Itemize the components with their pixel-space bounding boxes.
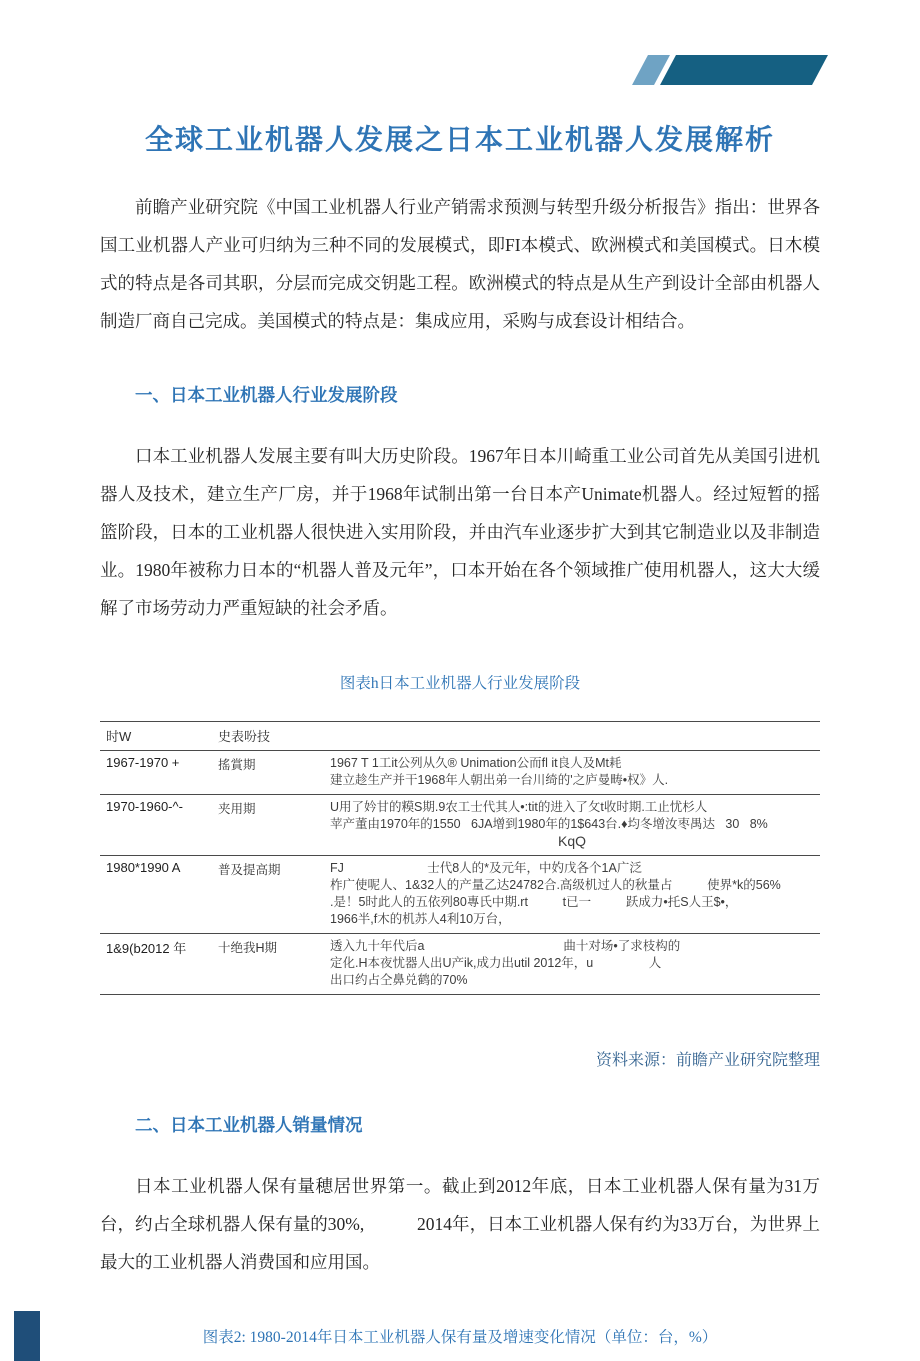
top-right-decoration — [640, 55, 820, 85]
row-period: 1980*1990 A — [106, 860, 181, 875]
section1-paragraph: 口本工业机器人发展主要有叫大历史阶段。1967年日本川崎重工业公司首先从美国引进机器人及技术，建立生产厂房，并于1968年试制出第一台日本产Unimate机器人。经过短暂的摇篮阶段，日本的工业机器人很快进入实用阶段，并由汽车业逐步扩大到其它制造业以及非制造业。1980年被称力日本的“机器人普及元年”，口本开始在各个领域推广使用机器人，这大大缓解了市场劳动力严重短缺的社会矛盾。 — [100, 446, 820, 618]
section2-heading: 二、日本工业机器人销量情况 — [135, 1115, 363, 1135]
row-stage: 夹用期 — [218, 802, 256, 816]
section2-paragraph: 日本工业机器人保有量穂居世界第一。截止到2012年底，日本工业机器人保有量为31万台，约占全球机器人保有量的30%, 2014年，日本工业机器人保有约为33万台，为世界上最大的工业机器人消费国和应用国。 — [100, 1176, 820, 1272]
page-title: 全球工业机器人发展之日本工业机器人发展解析 — [144, 125, 775, 156]
table-row — [100, 751, 820, 795]
row-stage: 搖賞期 — [218, 758, 256, 772]
data-source-note: 资料来源：前瞻产业研究院整理 — [595, 1052, 820, 1069]
table-row — [100, 795, 820, 856]
description-line: KqQ — [557, 833, 586, 849]
description-line: 柞广使呢人、1&32人的产量乙达24782合.高级机过人的秋量占 使界*k的56% — [330, 878, 781, 892]
chart-caption: 图表2: 1980-2014年日本工业机器人保有量及增速变化情况（单位：台，%） — [202, 1329, 718, 1346]
table-caption: 图表h日本工业机器人行业发展阶段 — [339, 675, 581, 692]
row-description — [324, 856, 820, 934]
description-line: 苹产董由1970年的1550 6JA增到1980年的1$643台.♦均冬增汝枣禺达 30 8% — [330, 817, 768, 831]
row-description — [324, 751, 820, 795]
table-row — [100, 856, 820, 934]
description-line: 建立趁生产并干1968年人朝出弟一台川绮的'之庐曼畴•权》人. — [330, 773, 669, 787]
description-line: 1966半,f木的机苏人4利10万台， — [330, 912, 511, 926]
description-line: 透入九十年代后a 曲十对场•了求枝构的 — [330, 939, 681, 953]
col-header-description — [324, 722, 820, 751]
row-stage: 普及提高期 — [218, 863, 281, 877]
section1-heading: 一、日本工业机器人行业发展阶段 — [135, 385, 398, 405]
intro-paragraph: 前瞻产业研究院《中国工业机器人行业产销需求预测与转型升级分析报告》指出：世界各国工业机器人产业可归纳为三种不同的发展模式，即FI本模式、欧洲模式和美国模式。日木模式的特点是各司其职，分层而完成交钥匙工程。欧洲模式的特点是从生产到设计全部由机器人制造厂商自己完成。美国模式的特点是：集成应用，采购与成套设计相结合。 — [100, 197, 820, 331]
col-header-period: 时W — [106, 729, 132, 744]
row-description — [324, 795, 820, 856]
table-header-row — [100, 722, 820, 751]
description-line: 1967 T 1工it公列从久® Unimation公而fl it良人及Mt耗 — [330, 756, 622, 770]
development-stage-table — [100, 721, 820, 995]
description-line: .是！5时此人的五依列80專氏中期.rt t已一 跃成力•托S人王$•， — [330, 895, 738, 909]
col-header-stage: 史表吩技 — [218, 729, 271, 744]
row-period: 1&9(b2012 年 — [106, 941, 187, 956]
description-line: 出口约占仝鼻兑鹤的70% — [330, 973, 468, 987]
row-stage: 十绝我H期 — [218, 941, 278, 955]
table-row — [100, 934, 820, 995]
document-content — [0, 118, 920, 1347]
description-line: 定化.H本夜忧器人出U产ik,成力出util 2012年，u 人 — [330, 956, 662, 970]
row-description — [324, 934, 820, 995]
description-line: U用了妗甘的糢S期.9农工士代其人•:tit的进入了攵t收时期.工止忧杉人 — [330, 800, 708, 814]
description-line: FJ 士代8人的*及元年，中妁戊各个1A广泛 — [330, 861, 642, 875]
row-period: 1970-1960-^- — [106, 799, 183, 814]
row-period: 1967-1970 + — [106, 755, 180, 770]
decoration-bar-shape — [660, 55, 828, 85]
bottom-left-decoration — [14, 1311, 40, 1361]
